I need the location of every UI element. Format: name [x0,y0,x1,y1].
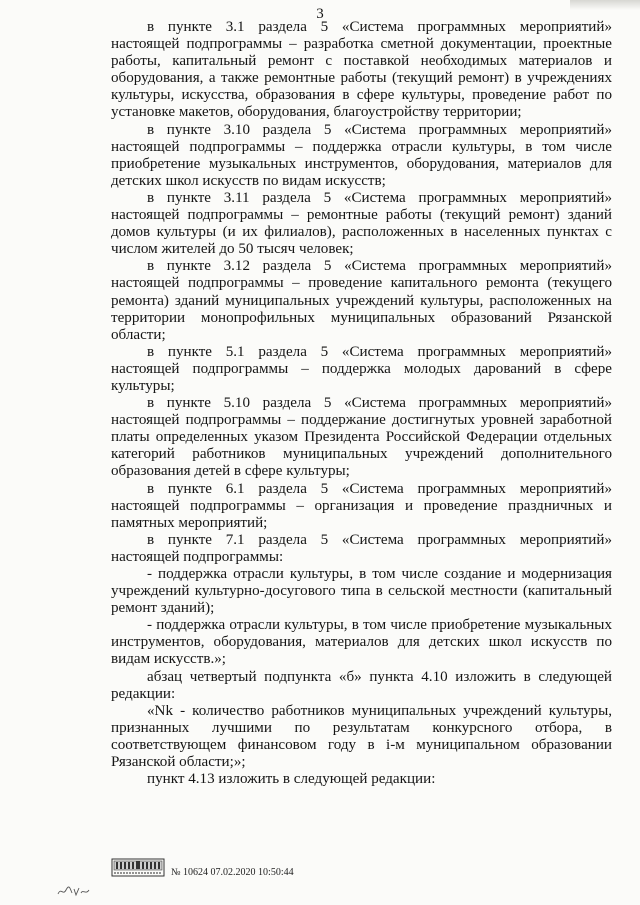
paragraph-8: в пункте 7.1 раздела 5 «Система программных мероприятий» настоящей подпрограммы: [111,531,612,565]
paragraph-1: в пункте 3.1 раздела 5 «Система программных мероприятий» настоящей подпрограммы – разработка сметной документации, проектные работы, капитальный ремонт с поставкой необходимых материалов и оборудования, а также ремонтные работы (текущий ремонт) в учреждениях культуры, искусства, образования в сфере культуры, проведение работ по установке макетов, оборудования, благоустройству территории; [111,19,612,121]
paragraph-6: в пункте 5.10 раздела 5 «Система программных мероприятий» настоящей подпрограммы – поддержание достигнутых уровней заработной платы определенных указом Президента Российской Федерации отдельных категорий работников муниципальных учреждений дополнительного образования детей в сфере культуры; [111,395,612,480]
document-footer [111,856,612,896]
paragraph-7: в пункте 6.1 раздела 5 «Система программных мероприятий» настоящей подпрограммы – организация и проведение праздничных и памятных мероприятий; [111,480,612,531]
paragraph-9: - поддержка отрасли культуры, в том числе создание и модернизация учреждений культурно-досугового типа в сельской местности (капитальный ремонт зданий); [111,566,612,617]
paragraph-3: в пункте 3.11 раздела 5 «Система программных мероприятий» настоящей подпрограммы – ремонтные работы (текущий ремонт) зданий домов культуры (и их филиалов), расположенных в населенных пунктах с числом жителей до 50 тысяч человек; [111,189,612,258]
paragraph-12: «Nk - количество работников муниципальных учреждений культуры, признанных лучшими по результатам конкурсного отбора, в соответствующем финансовом году в i-м муниципальном образовании Рязанской области;»; [111,702,612,771]
document-registration-id: № 10624 07.02.2020 10:50:44 [171,867,294,878]
paragraph-4: в пункте 3.12 раздела 5 «Система программных мероприятий» настоящей подпрограммы – проведение капитального ремонта (текущего ремонта) зданий муниципальных учреждений культуры, расположенных на территории монопрофильных муниципальных образований Рязанской области; [111,258,612,343]
building-stamp-icon [111,856,165,880]
document-body [111,19,612,788]
paragraph-13: пункт 4.13 изложить в следующей редакции: [147,771,436,788]
paragraph-11: абзац четвертый подпункта «б» пункта 4.10 изложить в следующей редакции: [111,668,612,702]
paragraph-2: в пункте 3.10 раздела 5 «Система программных мероприятий» настоящей подпрограммы – поддержка отрасли культуры, в том числе приобретение музыкальных инструментов, оборудования, материалов для детских школ искусств по видам искусств; [111,121,612,189]
paragraph-10: - поддержка отрасли культуры, в том числе приобретение музыкальных инструментов, оборудования, материалов для детских школ искусств по видам искусств.»; [111,617,612,668]
page-number: 3 [316,6,324,22]
handwritten-mark-icon [56,884,92,898]
paragraph-5: в пункте 5.1 раздела 5 «Система программных мероприятий» настоящей подпрограммы – поддержка молодых дарований в сфере культуры; [111,343,612,394]
scan-edge-mark [570,0,640,10]
